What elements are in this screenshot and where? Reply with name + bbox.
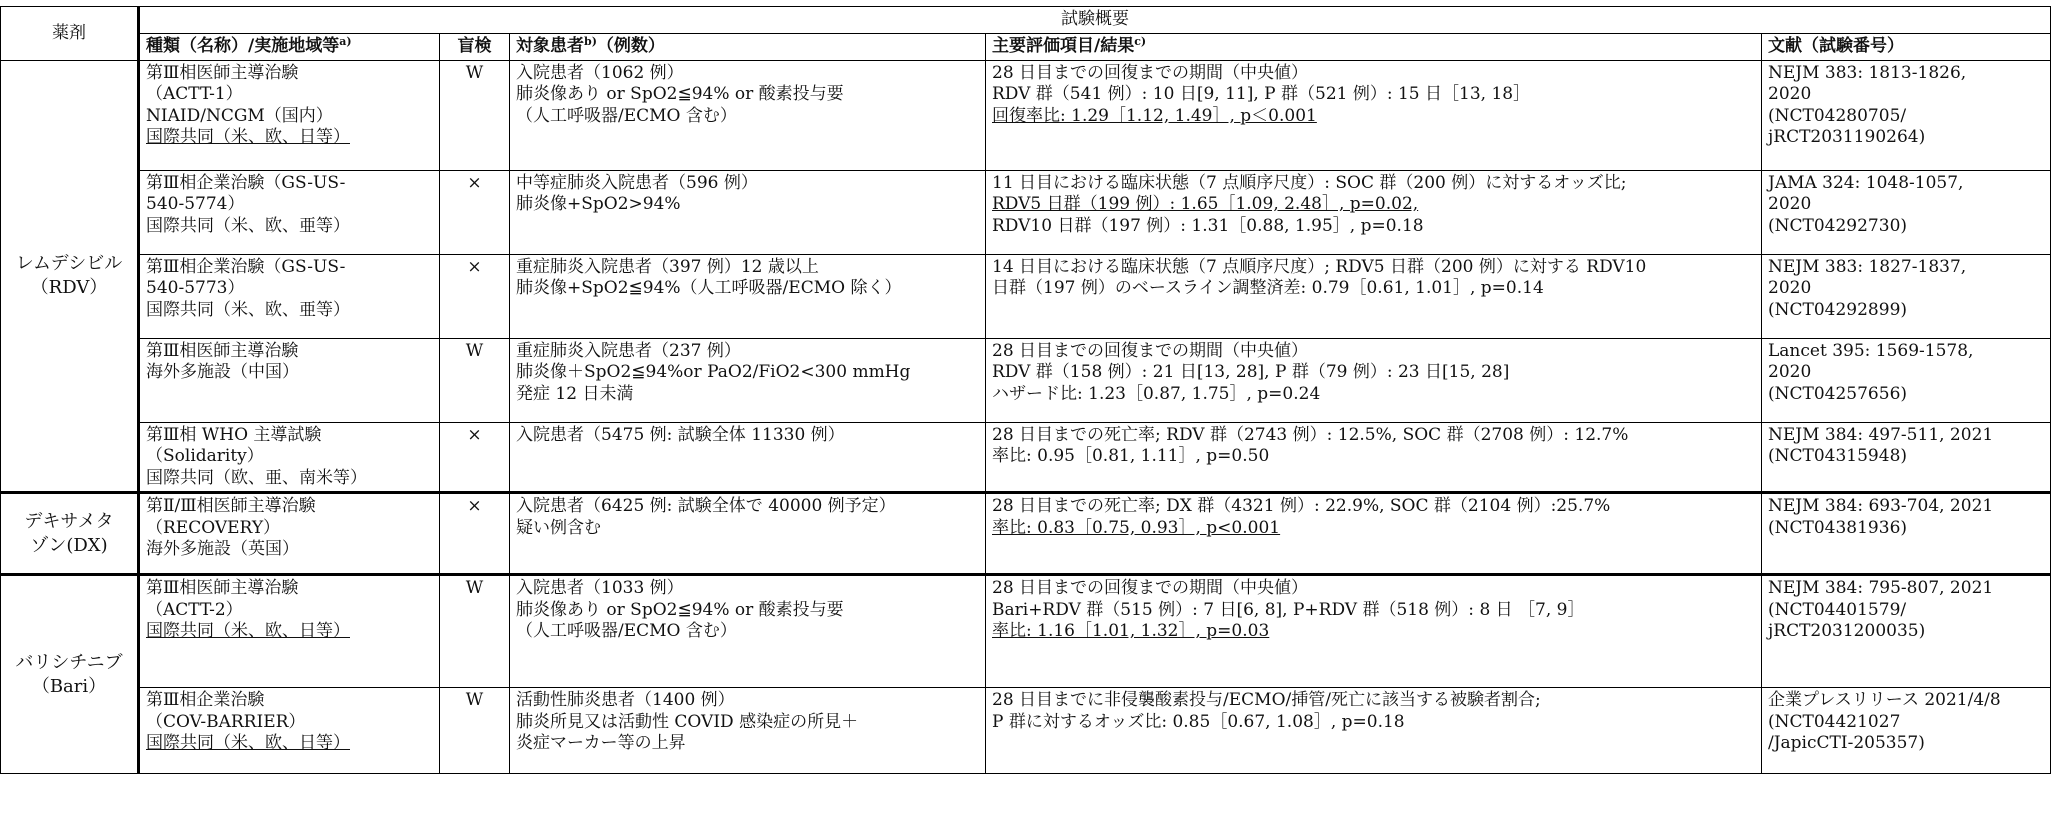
reference-cell xyxy=(1762,422,2051,493)
trial-type-cell-line: 第Ⅲ相企業治験 xyxy=(146,690,265,710)
trial-type-cell-line: NIAID/NCGM（国内） xyxy=(146,105,333,126)
overview-header: 試験概要 xyxy=(139,7,2051,34)
patients-cell-line: 肺炎像あり or SpO2≦94% or 酸素投与要 xyxy=(516,599,844,620)
trial-type-cell xyxy=(139,422,440,493)
patients-cell-line: 疑い例含む xyxy=(516,517,601,538)
drug-name-line: バリシチニブ xyxy=(15,651,123,673)
table-row xyxy=(1,170,2051,254)
drug-name-line: ゾン(DX) xyxy=(30,534,108,556)
table-row xyxy=(1,422,2051,493)
drug-name-line: レムデシビル xyxy=(15,252,123,274)
patients-cell xyxy=(510,422,986,493)
blind-cell: W xyxy=(440,688,510,774)
drug-name-line: （RDV） xyxy=(30,276,108,298)
patients-cell-line: 入院患者（6425 例: 試験全体で 40000 例予定） xyxy=(516,496,896,516)
reference-cell-line: (NCT04421027 xyxy=(1768,711,1901,732)
patients-cell-line: 入院患者（5475 例: 試験全体 11330 例） xyxy=(516,424,845,445)
trial-type-cell-line: （ACTT-1） xyxy=(146,84,243,104)
patients-cell-line: 重症肺炎入院患者（237 例） xyxy=(516,340,741,361)
trial-type-cell-line: 第Ⅲ相医師主導治験 xyxy=(146,578,299,598)
trial-type-cell-line: 国際共同（米、欧、日等） xyxy=(146,621,350,641)
endpoint-cell-line: 14 日目における臨床状態（7 点順序尺度）; RDV5 日群（200 例）に対する RDV10 xyxy=(992,256,1647,277)
endpoint-header-text: 主要評価項目/結果 xyxy=(992,36,1135,56)
trial-type-cell-line: （RECOVERY） xyxy=(146,517,281,538)
endpoint-cell-line: 率比: 0.83［0.75, 0.93］, p<0.001 xyxy=(992,517,1281,538)
patients-cell xyxy=(510,60,986,170)
trial-type-cell xyxy=(139,170,440,254)
blind-cell: W xyxy=(440,575,510,688)
endpoint-cell-line: 28 日目までの回復までの期間（中央値） xyxy=(992,62,1309,83)
endpoint-cell-line: 11 日目における臨床状態（7 点順序尺度）: SOC 群（200 例）に対するオッズ比; xyxy=(992,172,1627,193)
reference-cell-line: (NCT04280705/ xyxy=(1768,105,1907,126)
endpoint-cell xyxy=(986,493,1762,575)
table-row xyxy=(1,575,2051,688)
trial-type-cell-line: 第Ⅲ相医師主導治験 xyxy=(146,62,299,83)
patients-cell-line: 発症 12 日未満 xyxy=(516,383,634,404)
reference-cell xyxy=(1762,170,2051,254)
patients-cell-line: 入院患者（1062 例） xyxy=(516,62,684,83)
type-header-text: 種類（名称）/実施地域等 xyxy=(146,36,340,56)
endpoint-cell-line: 28 日目までの回復までの期間（中央値） xyxy=(992,340,1309,361)
trial-type-cell-line: 第Ⅲ相医師主導治験 xyxy=(146,340,299,361)
endpoint-cell-line: 28 日目までの回復までの期間（中央値） xyxy=(992,578,1309,598)
patients-cell xyxy=(510,254,986,338)
trial-type-cell-line: 第Ⅲ相企業治験（GS-US- xyxy=(146,256,346,277)
drug-header: 薬剤 xyxy=(1,7,139,61)
drug-name-cell xyxy=(1,60,139,493)
blind-cell: × xyxy=(440,170,510,254)
trial-type-cell-line: 第Ⅲ相 WHO 主導試験 xyxy=(146,424,322,445)
table-row xyxy=(1,688,2051,774)
trial-type-cell xyxy=(139,493,440,575)
reference-cell-line: jRCT2031200035) xyxy=(1768,621,1926,641)
endpoint-cell-line: 28 日目までに非侵襲酸素投与/ECMO/挿管/死亡に該当する被験者割合; xyxy=(992,690,1541,710)
patients-cell-line: 入院患者（1033 例） xyxy=(516,578,684,598)
endpoint-cell-line: RDV5 日群（199 例）: 1.65［1.09, 2.48］, p=0.02, xyxy=(992,194,1419,214)
patients-header-text: 対象患者 xyxy=(516,36,584,56)
patients-header xyxy=(510,34,986,61)
drug-name-line: デキサメタ xyxy=(24,510,114,532)
endpoint-cell xyxy=(986,170,1762,254)
patients-cell-line: 重症肺炎入院患者（397 例）12 歳以上 xyxy=(516,256,819,277)
reference-cell-line: NEJM 383: 1827-1837, xyxy=(1768,256,1967,277)
trial-type-cell xyxy=(139,338,440,422)
reference-cell-line: NEJM 384: 693-704, 2021 xyxy=(1768,496,1994,516)
patients-cell xyxy=(510,338,986,422)
table-row xyxy=(1,60,2051,170)
trial-summary-table xyxy=(0,6,2051,774)
reference-cell-line: (NCT04381936) xyxy=(1768,517,1908,538)
trial-type-cell-line: （Solidarity） xyxy=(146,446,264,466)
endpoint-cell-line: RDV 群（541 例）: 10 日[9, 11], P 群（521 例）: 15 日［13, 18］ xyxy=(992,84,1531,104)
trial-type-cell-line: 540-5773） xyxy=(146,278,245,298)
patients-cell-line: （人工呼吸器/ECMO 含む） xyxy=(516,621,737,641)
reference-cell xyxy=(1762,493,2051,575)
type-header-note: a) xyxy=(339,35,352,48)
reference-cell-line: 企業プレスリリース 2021/4/8 xyxy=(1768,690,2001,710)
endpoint-cell-line: RDV10 日群（197 例）: 1.31［0.88, 1.95］, p=0.18 xyxy=(992,215,1424,236)
trial-type-cell xyxy=(139,688,440,774)
reference-cell xyxy=(1762,254,2051,338)
endpoint-header-note: c) xyxy=(1134,35,1147,48)
ref-header: 文献（試験番号） xyxy=(1762,34,2051,61)
drug-name-cell xyxy=(1,493,139,575)
reference-cell xyxy=(1762,688,2051,774)
endpoint-cell-line: 日群（197 例）のベースライン調整済差: 0.79［0.61, 1.01］, p=0.14 xyxy=(992,278,1544,298)
reference-cell-line: 2020 xyxy=(1768,278,1812,298)
trial-type-cell-line: （COV-BARRIER） xyxy=(146,711,306,732)
reference-cell-line: (NCT04401579/ xyxy=(1768,599,1907,620)
patients-cell xyxy=(510,688,986,774)
endpoint-cell-line: Bari+RDV 群（515 例）: 7 日[6, 8], P+RDV 群（518 例）: 8 日 ［7, 9］ xyxy=(992,599,1585,620)
table-row xyxy=(1,493,2051,575)
patients-cell-line: （人工呼吸器/ECMO 含む） xyxy=(516,105,737,126)
reference-cell-line: 2020 xyxy=(1768,362,1812,382)
trial-type-cell xyxy=(139,254,440,338)
trial-type-cell-line: 国際共同（欧、亜、南米等） xyxy=(146,467,367,488)
trial-type-cell-line: 第Ⅱ/Ⅲ相医師主導治験 xyxy=(146,496,316,516)
reference-cell-line: JAMA 324: 1048-1057, xyxy=(1768,172,1964,193)
endpoint-cell xyxy=(986,422,1762,493)
patients-cell xyxy=(510,575,986,688)
reference-cell-line: NEJM 383: 1813-1826, xyxy=(1768,62,1967,83)
trial-type-cell-line: 国際共同（米、欧、亜等） xyxy=(146,299,350,320)
blind-cell: W xyxy=(440,60,510,170)
trial-type-cell-line: 海外多施設（英国） xyxy=(146,539,299,559)
trial-type-cell-line: 540-5774） xyxy=(146,194,245,214)
drug-name-line: （Bari） xyxy=(31,675,107,697)
endpoint-cell-line: 28 日目までの死亡率; RDV 群（2743 例）: 12.5%, SOC 群（2708 例）: 12.7% xyxy=(992,424,1629,445)
endpoint-cell-line: 回復率比: 1.29［1.12, 1.49］, p＜0.001 xyxy=(992,105,1317,126)
patients-cell-line: 肺炎像+SpO2≦94%（人工呼吸器/ECMO 除く） xyxy=(516,278,902,298)
endpoint-header xyxy=(986,34,1762,61)
trial-type-cell-line: 海外多施設（中国） xyxy=(146,362,299,382)
trial-type-cell-line: 国際共同（米、欧、亜等） xyxy=(146,215,350,236)
patients-cell-line: 中等症肺炎入院患者（596 例） xyxy=(516,172,758,193)
endpoint-cell xyxy=(986,688,1762,774)
blind-header: 盲検 xyxy=(440,34,510,61)
trial-type-cell-line: 国際共同（米、欧、日等） xyxy=(146,127,350,147)
trial-type-cell-line: （ACTT-2） xyxy=(146,599,243,620)
table-body xyxy=(1,60,2051,774)
patients-cell-line: 活動性肺炎患者（1400 例） xyxy=(516,690,735,710)
trial-type-cell xyxy=(139,575,440,688)
table-row xyxy=(1,338,2051,422)
patients-header-suffix: （例数） xyxy=(596,36,665,56)
reference-cell xyxy=(1762,60,2051,170)
endpoint-cell-line: P 群に対するオッズ比: 0.85［0.67, 1.08］, p=0.18 xyxy=(992,711,1405,732)
reference-cell-line: (NCT04315948) xyxy=(1768,446,1908,466)
trial-type-cell xyxy=(139,60,440,170)
endpoint-cell xyxy=(986,338,1762,422)
blind-cell: × xyxy=(440,493,510,575)
reference-cell-line: NEJM 384: 497-511, 2021 xyxy=(1768,424,1994,445)
reference-cell-line: 2020 xyxy=(1768,194,1812,214)
reference-cell-line: 2020 xyxy=(1768,84,1812,104)
patients-cell-line: 肺炎像あり or SpO2≦94% or 酸素投与要 xyxy=(516,84,844,104)
reference-cell-line: (NCT04292899) xyxy=(1768,299,1908,320)
blind-cell: × xyxy=(440,254,510,338)
endpoint-cell xyxy=(986,575,1762,688)
patients-header-note: b) xyxy=(584,35,597,48)
endpoint-cell xyxy=(986,254,1762,338)
drug-name-cell xyxy=(1,575,139,774)
endpoint-cell-line: RDV 群（158 例）: 21 日[13, 28], P 群（79 例）: 23 日[15, 28] xyxy=(992,362,1510,382)
patients-cell xyxy=(510,170,986,254)
patients-cell xyxy=(510,493,986,575)
trial-type-cell-line: 国際共同（米、欧、日等） xyxy=(146,733,350,753)
patients-cell-line: 肺炎所見又は活動性 COVID 感染症の所見＋ xyxy=(516,711,859,732)
reference-cell-line: (NCT04292730) xyxy=(1768,215,1908,236)
type-header xyxy=(139,34,440,61)
reference-cell xyxy=(1762,575,2051,688)
endpoint-cell-line: 率比: 0.95［0.81, 1.11］, p=0.50 xyxy=(992,446,1270,466)
trial-type-cell-line: 第Ⅲ相企業治験（GS-US- xyxy=(146,172,346,193)
reference-cell-line: jRCT2031190264) xyxy=(1768,127,1926,147)
endpoint-cell-line: ハザード比: 1.23［0.87, 1.75］, p=0.24 xyxy=(992,383,1321,404)
endpoint-cell xyxy=(986,60,1762,170)
patients-cell-line: 肺炎像＋SpO2≦94%or PaO2/FiO2<300 mmHg xyxy=(516,362,911,382)
reference-cell xyxy=(1762,338,2051,422)
reference-cell-line: /JapicCTI-205357) xyxy=(1768,733,1925,753)
blind-cell: × xyxy=(440,422,510,493)
table-row xyxy=(1,254,2051,338)
reference-cell-line: Lancet 395: 1569-1578, xyxy=(1768,340,1974,361)
endpoint-cell-line: 28 日目までの死亡率; DX 群（4321 例）: 22.9%, SOC 群（2104 例）:25.7% xyxy=(992,496,1611,516)
reference-cell-line: (NCT04257656) xyxy=(1768,383,1908,404)
reference-cell-line: NEJM 384: 795-807, 2021 xyxy=(1768,578,1994,598)
blind-cell: W xyxy=(440,338,510,422)
patients-cell-line: 炎症マーカー等の上昇 xyxy=(516,733,686,753)
patients-cell-line: 肺炎像+SpO2>94% xyxy=(516,194,681,214)
endpoint-cell-line: 率比: 1.16［1.01, 1.32］, p=0.03 xyxy=(992,621,1270,641)
